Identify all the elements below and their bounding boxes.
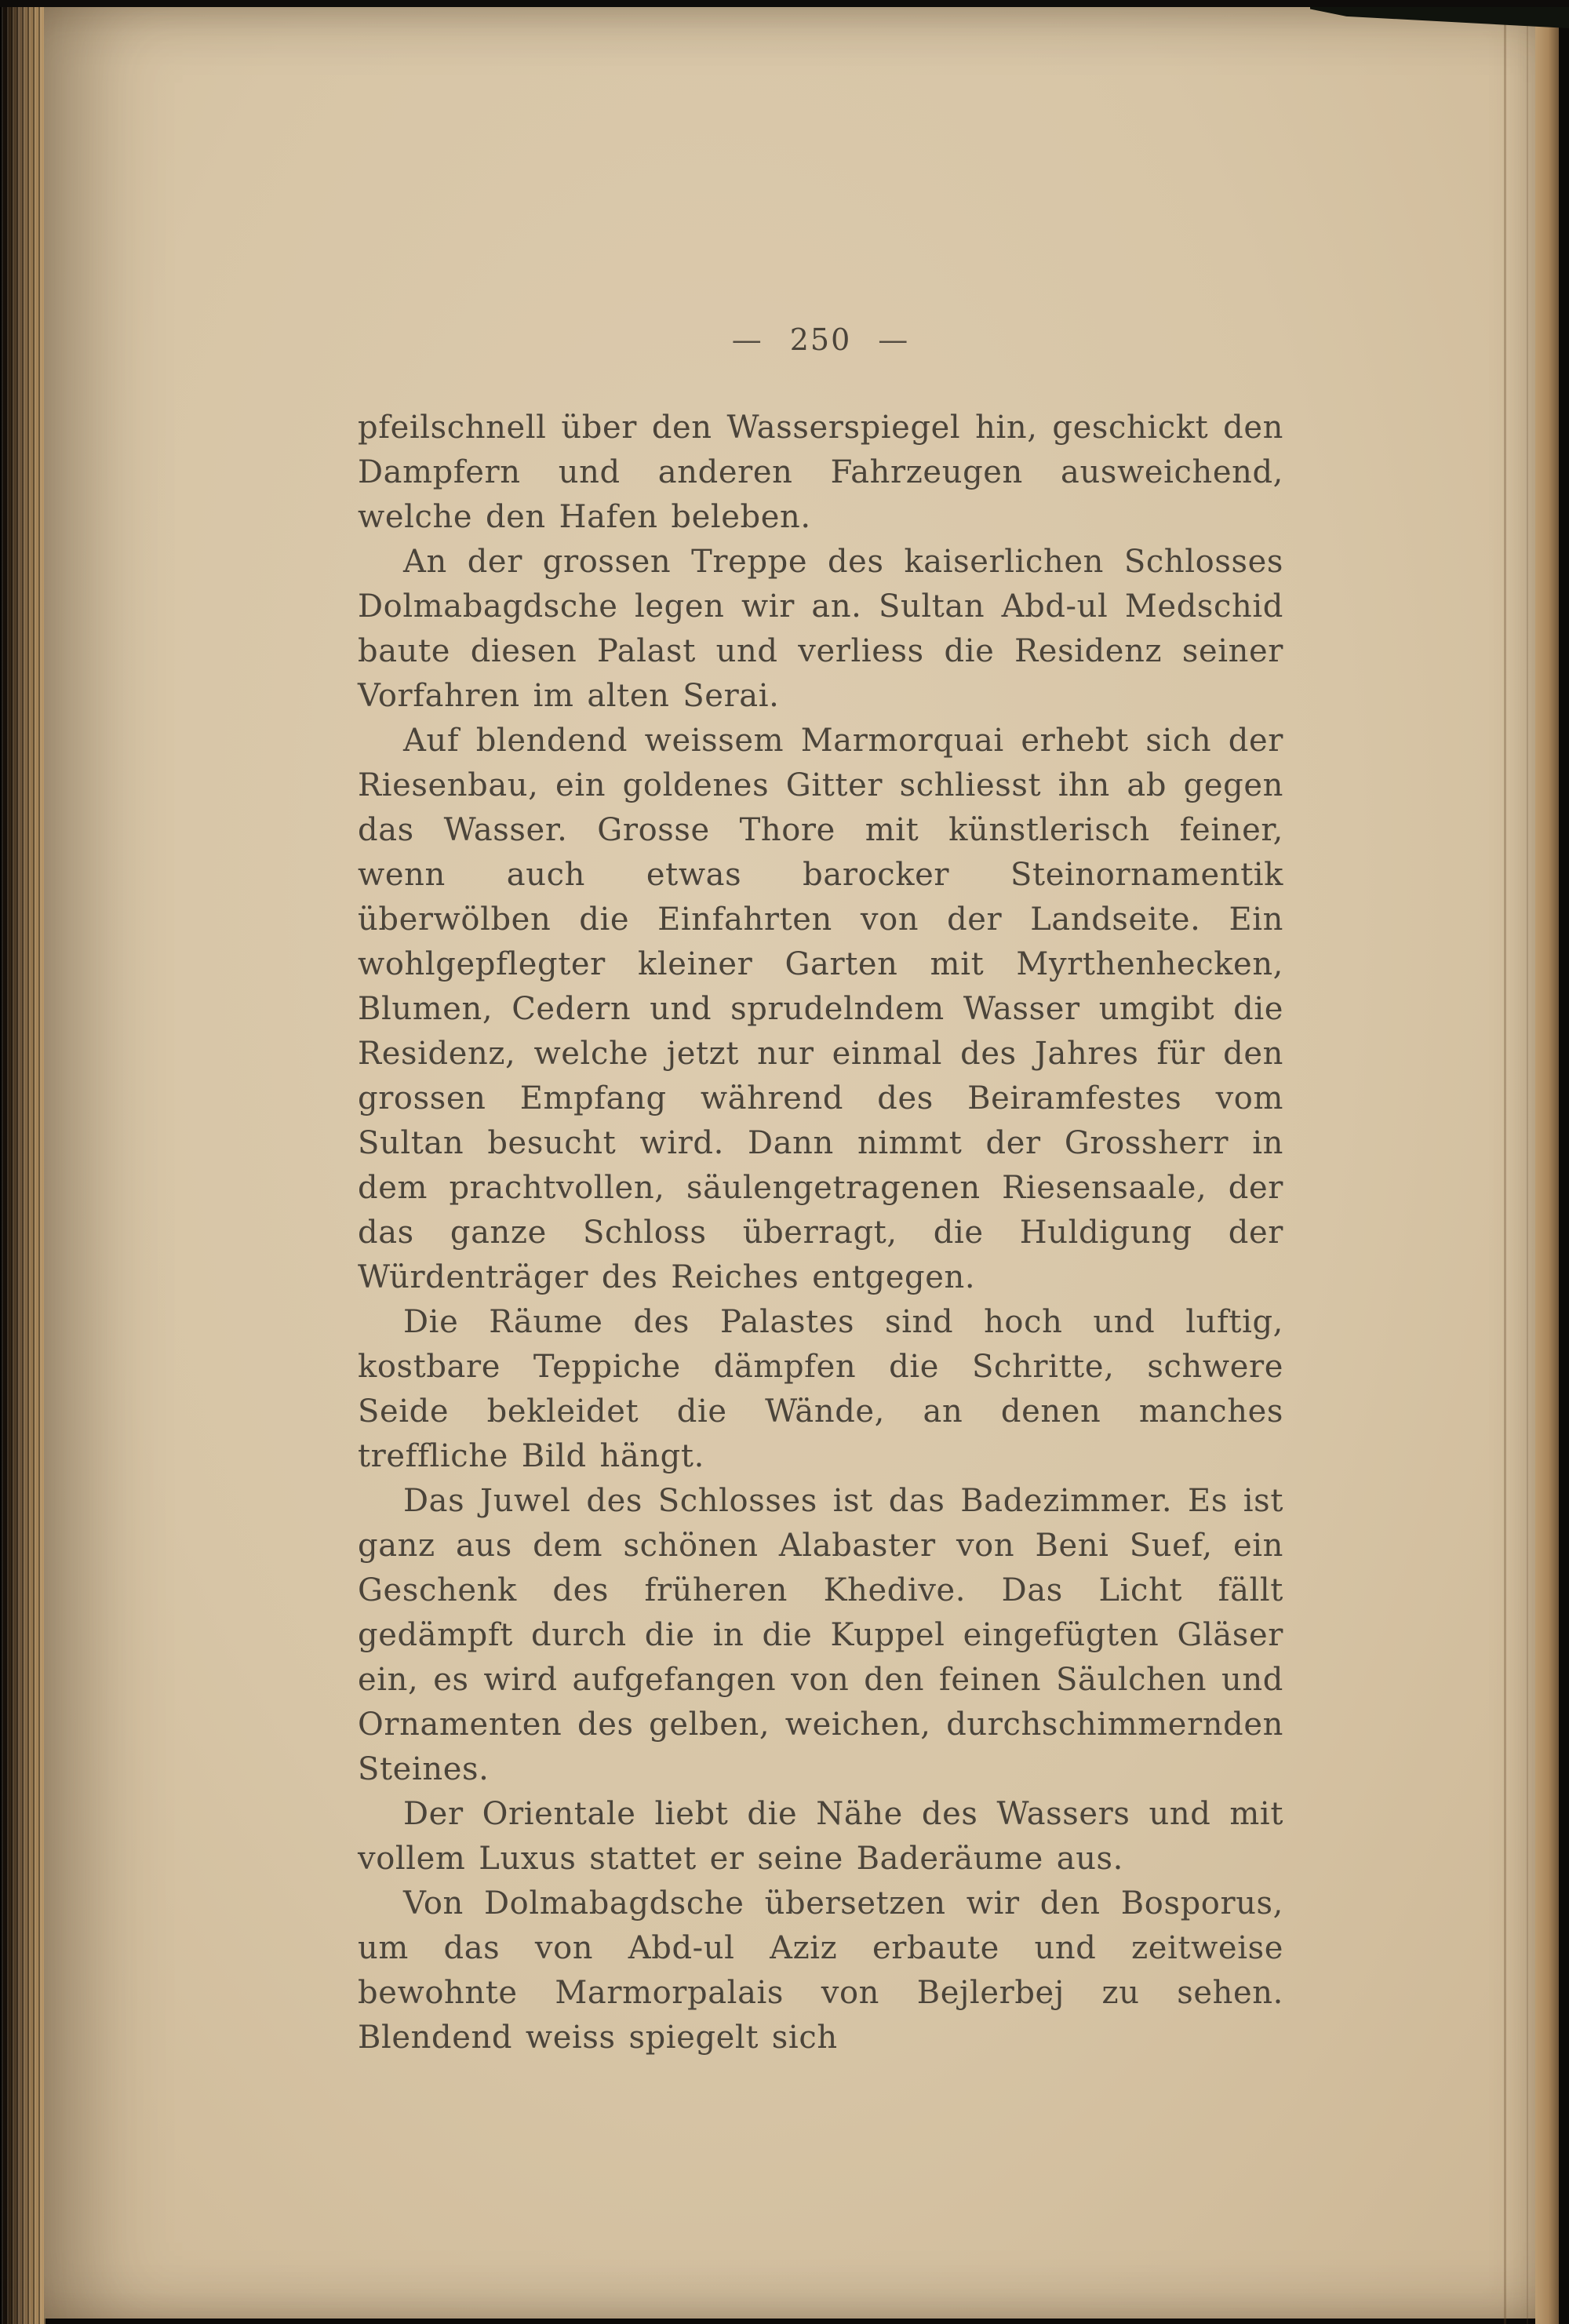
paragraph: An der grossen Treppe des kaiserlichen Schlosses Dolmabagdsche legen wir an. Sultan Abd-ul Medschid baute diesen Palast und verliess die Residenz seiner Vorfahren im alten Serai.: [358, 544, 1283, 714]
paragraph: Das Juwel des Schlosses ist das Badezimmer. Es ist ganz aus dem schönen Alabaster von Beni Suef, ein Geschenk des früheren Khedive. Das Licht fällt gedämpft durch die in die Kuppel eingefügten Gläser ein, es wird aufgefangen von den feinen Säulchen und Ornamenten des gelben, weichen, durchschimmernden Steines.: [358, 1483, 1283, 1787]
paragraph: Von Dolmabagdsche übersetzen wir den Bosporus, um das von Abd-ul Aziz erbaute und zeitweise bewohnte Marmorpalais von Bejlerbej zu sehen. Blendend weiss spiegelt sich: [358, 1885, 1283, 2056]
page-number-dash-left: —: [731, 322, 763, 357]
paragraph: Die Räume des Palastes sind hoch und luftig, kostbare Teppiche dämpfen die Schritte, schwere Seide bekleidet die Wände, an denen manches treffliche Bild hängt.: [358, 1304, 1283, 1474]
book-spine: [0, 0, 46, 2324]
page-number-value: 250: [789, 322, 852, 357]
paragraph: Auf blendend weissem Marmorquai erhebt sich der Riesenbau, ein goldenes Gitter schliesst ihn ab gegen das Wasser. Grosse Thore mit künstlerisch feiner, wenn auch etwas barocker Steinornamentik überwölben die Einfahrten von der Landseite. Ein wohlgepflegter kleiner Garten mit Myrthenhecken, Blumen, Cedern und sprudelndem Wasser umgibt die Residenz, welche jetzt nur einmal des Jahres für den grossen Empfang während des Beiramfestes vom Sultan besucht wird. Dann nimmt der Grossherr in dem prachtvollen, säulengetragenen Riesensaale, der das ganze Schloss überragt, die Huldigung der Würdenträger des Reiches entgegen.: [358, 723, 1283, 1295]
paragraph: pfeilschnell über den Wasserspiegel hin, geschickt den Dampfern und anderen Fahrzeugen ausweichend, welche den Hafen beleben.: [358, 410, 1283, 535]
page-number-dash-right: —: [878, 322, 910, 357]
background-top: [0, 0, 1569, 7]
page-edge-line: [1504, 24, 1506, 2324]
text-block: [358, 406, 1283, 2060]
page-edges-right: [1535, 0, 1559, 2324]
background-right: [1559, 0, 1569, 2324]
page-edge-line: [1527, 24, 1528, 2324]
paragraph: Der Orientale liebt die Nähe des Wassers und mit vollem Luxus stattet er seine Baderäume aus.: [358, 1796, 1283, 1877]
book-page: [44, 7, 1536, 2319]
page-number: [358, 322, 1283, 357]
